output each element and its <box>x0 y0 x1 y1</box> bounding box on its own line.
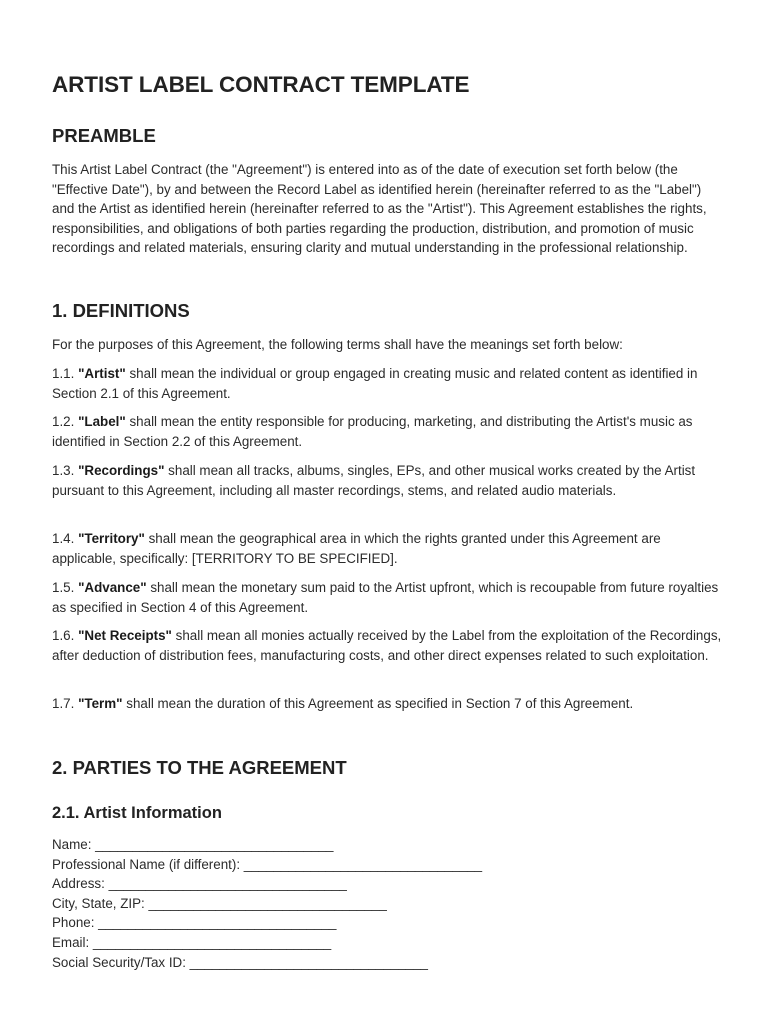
definition-text: shall mean all tracks, albums, singles, EPs, and other musical works created by the Artist pursuant to this Agreement, including all master recordings, stems, and related audio materials. <box>52 463 696 498</box>
definition-text: shall mean the entity responsible for producing, marketing, and distributing the Artist's music as identified in Section 2.2 of this Agreement. <box>52 414 693 449</box>
address-field: Address: ________________________________ <box>52 876 347 892</box>
definition-term: "Term" <box>78 696 123 711</box>
definition-text: shall mean the geographical area in which the rights granted under this Agreement are applicable, specifically: [TERRITORY TO BE SPECIFIED]. <box>52 531 661 566</box>
artist-info-heading: 2.1. Artist Information <box>52 804 222 822</box>
definition-item <box>52 578 722 617</box>
definition-term: "Territory" <box>78 531 145 546</box>
definition-number: 1.1. <box>52 366 75 381</box>
definition-number: 1.6. <box>52 628 75 643</box>
email-field: Email: ________________________________ <box>52 934 332 950</box>
definition-item <box>52 461 722 500</box>
name-field: Name: ________________________________ <box>52 837 334 852</box>
professional-name-field: Professional Name (if different): ________________________________ <box>52 856 483 872</box>
definition-item <box>52 694 722 714</box>
definition-text: shall mean the duration of this Agreement as specified in Section 7 of this Agreement. <box>126 696 634 711</box>
preamble-paragraph: This Artist Label Contract (the "Agreement") is entered into as of the date of execution set forth below (the "Effective Date"), by and between the Record Label as identified herein (hereinafter referred to as the "Label") and the Artist as identified herein (hereinafter referred to as the "Artist"). This Agreement establishes the rights, responsibilities, and obligations of both parties regarding the production, distribution, and promotion of music recordings and related materials, ensuring clarity and mutual understanding in the professional relationship. <box>52 162 707 255</box>
tax-id-field: Social Security/Tax ID: ________________________________ <box>52 954 428 970</box>
city-state-zip-field: City, State, ZIP: ________________________________ <box>52 895 387 911</box>
definition-text: shall mean all monies actually received by the Label from the exploitation of the Recordings, after deduction of distribution fees, manufacturing costs, and other direct expenses related to such exploitation. <box>52 628 722 663</box>
definition-number: 1.5. <box>52 580 75 595</box>
definition-term: "Net Receipts" <box>78 628 172 643</box>
parties-heading: 2. PARTIES TO THE AGREEMENT <box>52 757 347 778</box>
document-title: ARTIST LABEL CONTRACT TEMPLATE <box>52 72 470 97</box>
definition-item <box>52 412 722 451</box>
definition-term: "Artist" <box>78 366 126 381</box>
definitions-heading: 1. DEFINITIONS <box>52 300 190 321</box>
definition-text: shall mean the monetary sum paid to the Artist upfront, which is recoupable from future royalties as specified in Section 4 of this Agreement. <box>52 580 719 615</box>
definition-term: "Label" <box>78 414 126 429</box>
definition-number: 1.3. <box>52 463 75 478</box>
definition-number: 1.2. <box>52 414 75 429</box>
definition-number: 1.7. <box>52 696 75 711</box>
definition-item <box>52 529 722 568</box>
definition-term: "Advance" <box>78 580 147 595</box>
preamble-heading: PREAMBLE <box>52 125 156 146</box>
definition-item <box>52 626 722 665</box>
definition-term: "Recordings" <box>78 463 165 478</box>
definition-text: shall mean the individual or group engaged in creating music and related content as identified in Section 2.1 of this Agreement. <box>52 366 698 401</box>
definition-item <box>52 364 722 403</box>
artist-info-fields <box>52 835 482 972</box>
definitions-intro: For the purposes of this Agreement, the following terms shall have the meanings set forth below: <box>52 337 623 352</box>
phone-field: Phone: ________________________________ <box>52 915 337 931</box>
definition-number: 1.4. <box>52 531 75 546</box>
